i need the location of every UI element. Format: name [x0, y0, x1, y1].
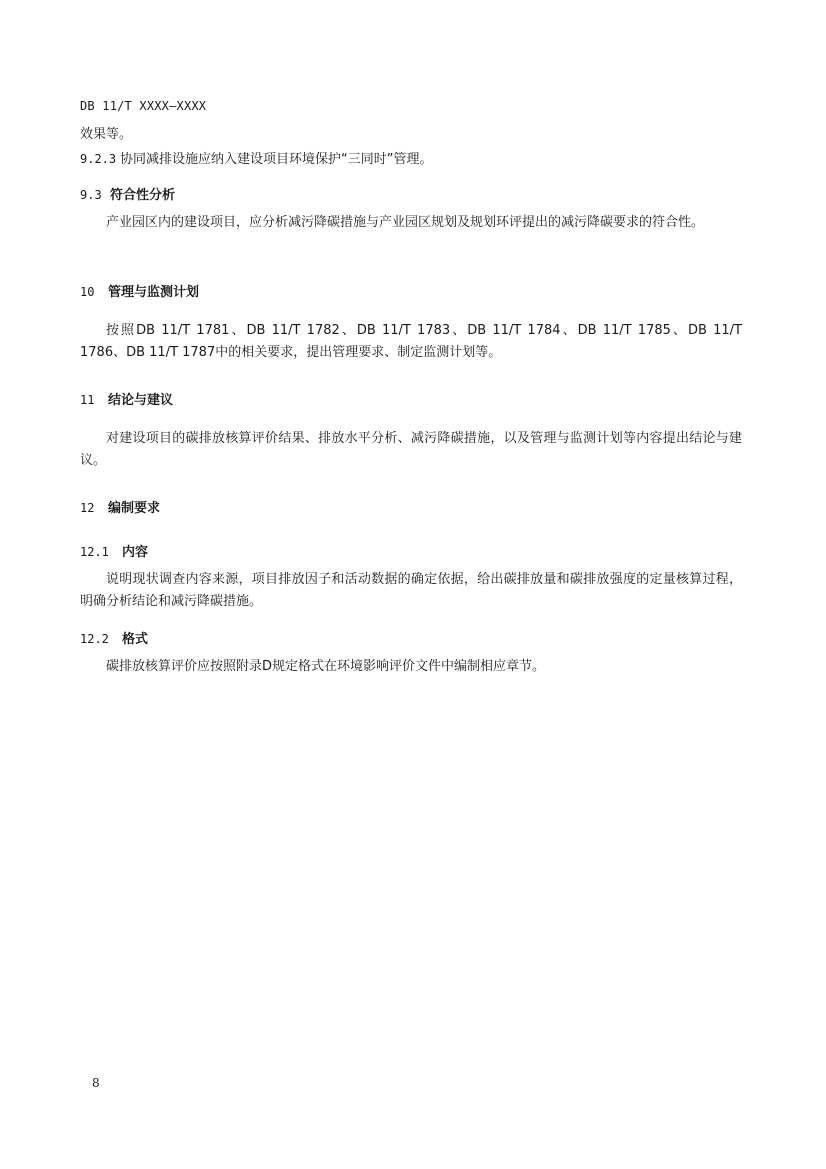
heading-title: 符合性分析 [110, 188, 176, 203]
heading-title: 内容 [122, 545, 149, 560]
continuation-text: 效果等。 [80, 127, 133, 142]
heading-title: 编制要求 [108, 501, 161, 516]
heading-number: 12 [80, 501, 95, 515]
heading-title: 结论与建议 [108, 393, 174, 408]
heading-10 [80, 281, 199, 300]
heading-12-1 [80, 541, 148, 560]
page-number: 8 [92, 1076, 100, 1090]
clause-text: 协同减排设施应纳入建设项目环境保护“三同时”管理。 [120, 152, 433, 167]
heading-title: 管理与监测计划 [108, 285, 200, 300]
clause-9-2-3 [80, 151, 432, 168]
heading-number: 10 [80, 285, 95, 299]
paragraph-11: 对建设项目的碳排放核算评价结果、排放水平分析、减污降碳措施，以及管理与监测计划等内容提出结论与建议。 [80, 431, 742, 468]
paragraph-10: 按照DB 11/T 1781、DB 11/T 1782、DB 11/T 1783、DB 11/T 1784、DB 11/T 1785、DB 11/T 1786、DB 11/T 1787中的相关要求，提出管理要求、制定监测计划等。 [80, 323, 742, 360]
heading-title: 格式 [122, 632, 149, 647]
heading-9-3 [80, 184, 175, 203]
document-code: DB 11/T XXXX—XXXX [80, 99, 207, 113]
paragraph-12-1: 说明现状调查内容来源，项目排放因子和活动数据的确定依据，给出碳排放量和碳排放强度的定量核算过程，明确分析结论和减污降碳措施。 [80, 572, 742, 609]
heading-number: 12.1 [80, 545, 109, 559]
heading-number: 11 [80, 393, 95, 407]
heading-number: 12.2 [80, 632, 109, 646]
paragraph-12-2: 碳排放核算评价应按照附录D规定格式在环境影响评价文件中编制相应章节。 [106, 659, 546, 674]
heading-number: 9.3 [80, 188, 102, 202]
heading-11 [80, 389, 173, 408]
heading-12-2 [80, 628, 148, 647]
heading-12 [80, 497, 160, 516]
paragraph-9-3: 产业园区内的建设项目，应分析减污降碳措施与产业园区规划及规划环评提出的减污降碳要求的符合性。 [106, 215, 705, 230]
clause-number: 9.2.3 [80, 152, 117, 166]
